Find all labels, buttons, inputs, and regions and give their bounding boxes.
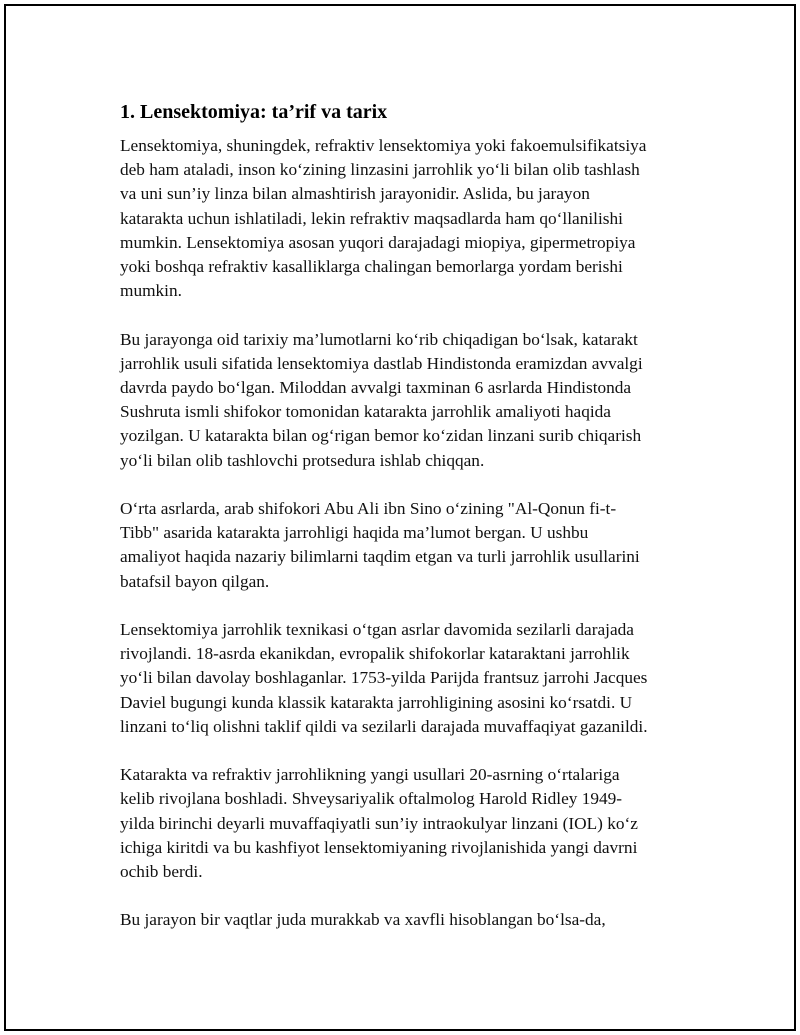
section-heading: 1. Lensektomiya: ta’rif va tarix (120, 101, 388, 123)
text-line: Lensektomiya, shuningdek, refraktiv lensektomiya yoki fakoemulsifikatsiya (120, 136, 647, 155)
text-line: deb ham ataladi, inson koʻzining linzasini jarrohlik yoʻli bilan olib tashlash (120, 160, 640, 180)
text-line: kelib rivojlana boshladi. Shveysariyalik oftalmolog Harold Ridley 1949- (120, 789, 623, 809)
text-line: linzani toʻliq olishni taklif qildi va sezilarli darajada muvaffaqiyat gazanildi. (120, 716, 648, 736)
paragraph-modern-methods (120, 763, 700, 884)
text-line: Sushruta ismli shifokor tomonidan katarakta jarrohlik amaliyoti haqida (120, 402, 611, 422)
text-line: Lensektomiya jarrohlik texnikasi oʻtgan asrlar davomida sezilarli darajada (120, 620, 634, 640)
page-frame (4, 4, 796, 1031)
text-line: yoʻli bilan davolay boshlaganlar. 1753-yilda Parijda frantsuz jarrohi Jacques (120, 668, 648, 688)
text-line: yilda birinchi deyarli muvaffaqiyatli sun’iy intraokulyar linzani (IOL) koʻz (120, 813, 638, 833)
text-line: rivojlandi. 18-asrda ekanikdan, evropalik shifokorlar kataraktani jarrohlik (120, 644, 630, 664)
text-line: yozilgan. U katarakta bilan ogʻrigan bemor koʻzidan linzani surib chiqarish (120, 426, 642, 446)
paragraph-definition (120, 134, 700, 303)
text-line: va uni sun’iy linza bilan almashtirish jarayonidir. Aslida, bu jarayon (120, 184, 590, 204)
document-body (120, 100, 700, 933)
text-line: Bu jarayon bir vaqtlar juda murakkab va xavfli hisoblangan boʻlsa-da, (120, 910, 606, 930)
text-line: jarrohlik usuli sifatida lensektomiya dastlab Hindistonda eramizdan avvalgi (120, 353, 643, 373)
text-line: Tibb" asarida katarakta jarrohligi haqida ma’lumot bergan. U ushbu (120, 523, 589, 543)
text-line: Katarakta va refraktiv jarrohlikning yangi usullari 20-asrning oʻrtalariga (120, 765, 620, 785)
text-line: yoki boshqa refraktiv kasalliklarga chalingan bemorlarga yordam berishi (120, 257, 623, 277)
text-line: amaliyot haqida nazariy bilimlarni taqdim etgan va turli jarrohlik usullarini (120, 547, 640, 567)
paragraph-middle-ages (120, 497, 700, 594)
paragraph-technique-development (120, 618, 700, 739)
paragraph-continuation (120, 908, 700, 932)
text-line: mumkin. (120, 281, 182, 301)
text-line: Daviel bugungi kunda klassik katarakta jarrohligining asosini koʻrsatdi. U (120, 692, 633, 712)
text-line: katarakta uchun ishlatiladi, lekin refraktiv maqsadlarda ham qoʻllanilishi (120, 208, 623, 228)
text-line: ochib berdi. (120, 862, 203, 882)
text-line: mumkin. Lensektomiya asosan yuqori darajadagi miopiya, gipermetropiya (120, 232, 636, 252)
text-line: ichiga kiritdi va bu kashfiyot lensektomiyaning rivojlanishida yangi davrni (120, 837, 638, 857)
text-line: davrda paydo boʻlgan. Miloddan avvalgi taxminan 6 asrlarda Hindistonda (120, 378, 632, 398)
text-line: yoʻli bilan olib tashlovchi protsedura ishlab chiqqan. (120, 450, 485, 470)
paragraph-history-india (120, 328, 700, 473)
text-line: Bu jarayonga oid tarixiy ma’lumotlarni koʻrib chiqadigan boʻlsak, katarakt (120, 329, 638, 349)
text-line: Oʻrta asrlarda, arab shifokori Abu Ali ibn Sino oʻzining "Al-Qonun fi-t- (120, 499, 617, 519)
text-line: batafsil bayon qilgan. (120, 571, 270, 591)
